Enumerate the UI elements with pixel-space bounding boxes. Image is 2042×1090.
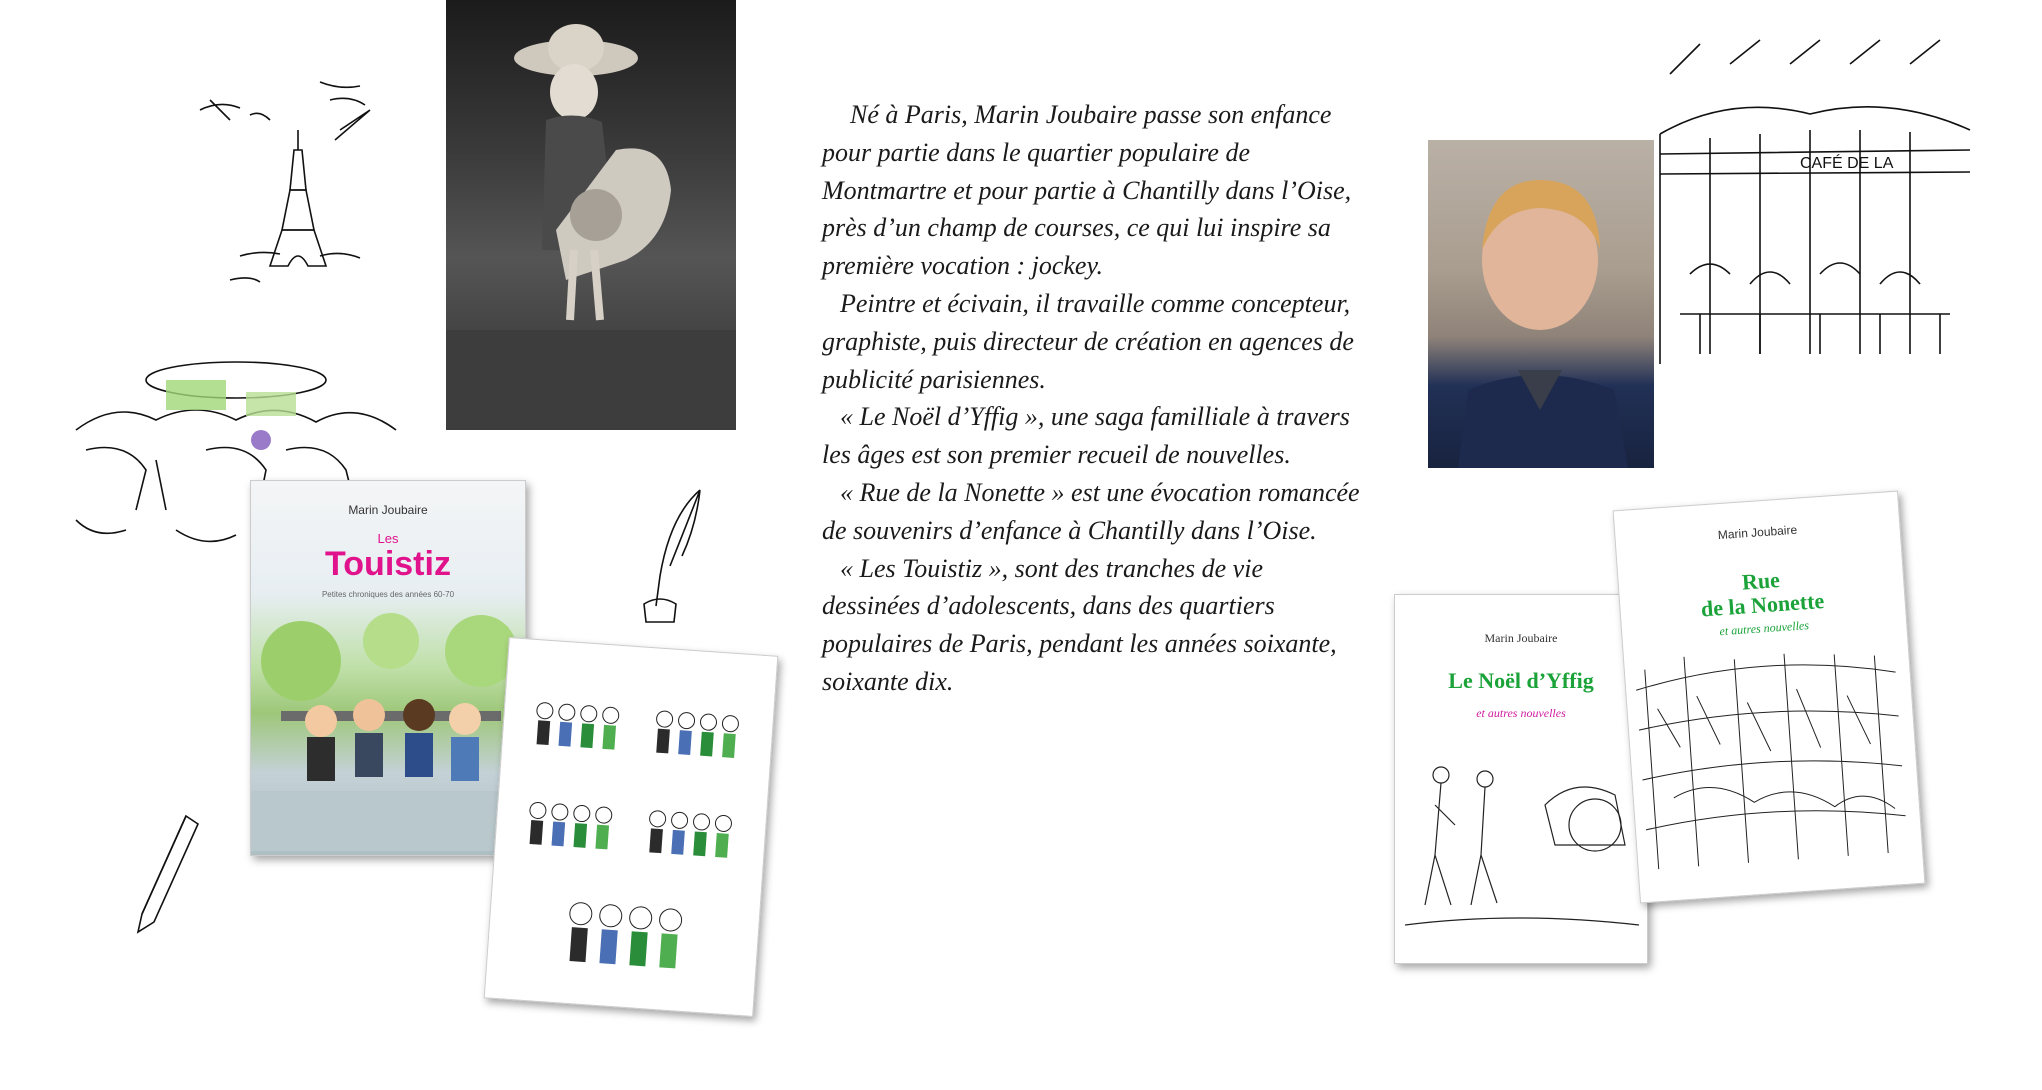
bio-paragraph-3: « Le Noël d’Yffig », une saga familliale à travers les âges est son premier recueil de nouvelles. bbox=[822, 402, 1350, 470]
touistiz-title-small: Les bbox=[377, 531, 399, 546]
noel-author: Marin Joubaire bbox=[1484, 631, 1558, 645]
bio-paragraph-1: Né à Paris, Marin Joubaire passe son enfance pour partie dans le quartier populaire de Montmartre et pour partie à Chantilly dans l’Oise, près d’un champ de courses, ce qui lui inspire sa première vocation : jockey. bbox=[822, 100, 1352, 281]
bio-paragraph-5: « Les Touistiz », sont des tranches de vie dessinées d’adolescents, dans des quartiers populaires de Paris, pendant les années soixante, soixante dix. bbox=[822, 553, 1337, 696]
eiffel-tower-sketch bbox=[190, 70, 410, 300]
noel-subtitle: et autres nouvelles bbox=[1476, 706, 1566, 720]
author-portrait-photo bbox=[1428, 140, 1654, 468]
nonette-author: Marin Joubaire bbox=[1717, 522, 1798, 543]
touistiz-comic-page bbox=[484, 637, 779, 1017]
noel-title: Le Noël d’Yffig bbox=[1448, 668, 1594, 693]
bio-paragraph-4: « Rue de la Nonette » est une évocation romancée de souvenirs d’enfance à Chantilly dans l’Oise. bbox=[822, 477, 1360, 545]
quill-icon bbox=[630, 486, 720, 636]
cafe-sketch bbox=[1650, 34, 1980, 374]
nonette-title-line1: Rue bbox=[1741, 566, 1781, 595]
pencil-icon bbox=[124, 812, 204, 942]
noel-yffig-book-cover bbox=[1394, 594, 1648, 964]
touistiz-title: Touistiz bbox=[325, 545, 451, 583]
rue-nonette-book-cover bbox=[1613, 491, 1926, 904]
bio-paragraph-2: Peintre et écivain, il travaille comme concepteur, graphiste, puis directeur de création en agences de publicité parisiennes. bbox=[822, 288, 1354, 394]
touistiz-author: Marin Joubaire bbox=[348, 503, 428, 517]
touistiz-book-cover bbox=[250, 480, 526, 856]
cafe-sign-text: CAFÉ DE LA bbox=[1800, 155, 1894, 172]
biography-text bbox=[822, 96, 1362, 701]
childhood-photo bbox=[446, 0, 736, 430]
touistiz-subtitle: Petites chroniques des années 60-70 bbox=[321, 590, 455, 599]
nonette-title-line2: de la Nonette bbox=[1700, 587, 1825, 622]
nonette-subtitle: et autres nouvelles bbox=[1719, 618, 1810, 639]
